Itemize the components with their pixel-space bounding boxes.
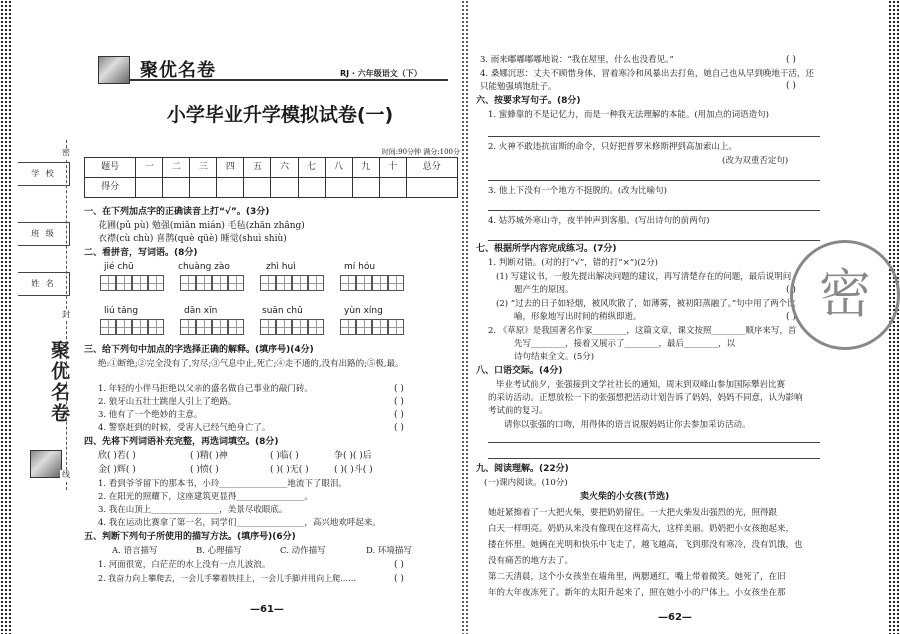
score-head-cell: 四 xyxy=(217,158,244,178)
s3-q3: 3. 他有了一个绝妙的主意。 xyxy=(98,410,203,420)
seal-char: 密 xyxy=(818,264,871,325)
score-head-cell: 三 xyxy=(190,158,217,178)
s8-p4: 请你以张强的口吻，用得体的语言说服妈妈让你去参加采访活动。 xyxy=(504,420,751,430)
answer-paren[interactable]: ( ) xyxy=(786,285,796,295)
answer-paren[interactable]: ( ) xyxy=(786,55,796,65)
answer-paren[interactable]: ( ) xyxy=(786,81,796,91)
vertical-brand: 聚优名卷 xyxy=(48,340,70,424)
pinyin-label: suān chǔ xyxy=(262,306,303,316)
score-head-cell: 九 xyxy=(352,158,379,178)
score-cell[interactable] xyxy=(379,178,406,198)
score-cell[interactable] xyxy=(163,178,190,198)
page-number-right: —62— xyxy=(658,612,692,623)
time-info: 时间:90分钟 满分:100分 xyxy=(381,148,460,156)
s4-blank[interactable]: 争( )( )后 xyxy=(334,451,372,461)
confidential-seal-icon xyxy=(790,240,900,350)
char-box-group[interactable] xyxy=(340,275,404,291)
char-box-group[interactable] xyxy=(100,319,164,335)
s5-option-b: B. 心理描写 xyxy=(196,546,242,556)
school-field[interactable] xyxy=(18,162,70,186)
pinyin-label: yùn xíng xyxy=(344,306,383,316)
s8-p1: 毕业考试前夕，张强接到文学社社长的通知，周末到双峰山参加国际攀岩比赛 xyxy=(496,380,786,390)
score-head-cell: 二 xyxy=(163,158,190,178)
paper-title: 小学毕业升学模拟试卷(一) xyxy=(166,104,394,126)
s4-q1: 1. 看到爷爷留下的那本书，小玲________________地流下了眼泪。 xyxy=(98,479,347,489)
score-head-cell: 总分 xyxy=(406,158,457,178)
score-head-cell: 五 xyxy=(244,158,271,178)
pinyin-label: liú tǎng xyxy=(104,306,139,316)
s7-j2a: (2) “过去的日子如轻烟，被风吹散了，如薄雾，被初阳蒸融了。”句中用了两个比 xyxy=(496,299,796,309)
s7-j1b: 题产生的原因。 xyxy=(514,285,574,295)
passage-line: 白天一样明亮。奶奶从来没有像现在这样高大，这样美丽。奶奶把小女孩抱起来， xyxy=(488,524,795,534)
s7-j2b: 喻，形象地写出时间的稍纵即逝。 xyxy=(514,312,642,322)
s7-sub: 1. 判断对错。(对的打“√”，错的打“×”)(2分) xyxy=(488,258,658,268)
s4-q4: 4. 我在运动比赛拿了第一名，同学们________________，高兴地欢呼起来。 xyxy=(98,518,381,528)
s6-q3: 3. 他上下没有一个地方不挺脱的。(改为比喻句) xyxy=(488,186,667,196)
name-field[interactable] xyxy=(18,272,70,296)
score-cell[interactable] xyxy=(190,178,217,198)
score-head-row xyxy=(85,158,458,178)
score-cell[interactable] xyxy=(244,178,271,198)
s8-p3: 考试前的复习。 xyxy=(488,406,548,416)
section-7-title: 七、根据所学内容完成练习。(7分) xyxy=(476,244,617,254)
score-cell[interactable] xyxy=(325,178,352,198)
seal-char-xian: 线 xyxy=(62,470,70,479)
left-dot-border xyxy=(0,0,12,634)
score-table xyxy=(84,157,458,198)
answer-line[interactable] xyxy=(488,136,820,137)
passage-line: 第二天清晨，这个小女孩坐在墙角里，两腮通红，嘴上带着微笑。她死了，在旧 xyxy=(488,572,786,582)
answer-paren[interactable]: ( ) xyxy=(394,560,404,570)
score-head-cell: 七 xyxy=(298,158,325,178)
score-cell[interactable] xyxy=(406,178,457,198)
passage-line: 年的大年夜冻死了。新年的太阳升起来了，照在她小小的尸体上。小女孩坐在那 xyxy=(488,588,786,598)
pinyin-label: chuàng zào xyxy=(178,262,230,272)
s7-q2c: 诗句结束全文。(5分) xyxy=(514,352,595,362)
pinyin-label: jié chū xyxy=(104,262,134,272)
answer-line[interactable] xyxy=(488,180,820,181)
answer-line[interactable] xyxy=(488,240,820,241)
s6-q4: 4. 姑苏城外寒山寺，夜半钟声到客船。(写出诗句的前两句) xyxy=(488,216,710,226)
cube-logo-icon xyxy=(30,450,62,478)
section-8-title: 八、口语交际。(4分) xyxy=(476,366,563,376)
s5-option-a: A. 语言描写 xyxy=(112,546,158,556)
s1-line-2: 衣襟(cù chù) 喜鹊(què qüè) 睡觉(shuì shiù) xyxy=(98,234,287,244)
s3-q1: 1. 年轻的小伴马拒绝以父亲的盛名做自己事业的敲门砖。 xyxy=(98,384,313,394)
r-q3: 3. 雨来嘟嘟嘟嘟地说：“我在屋里，什么也没看见。” xyxy=(480,55,674,65)
answer-paren[interactable]: ( ) xyxy=(786,312,796,322)
s3-options: 绝:①断绝;②完全没有了,穷尽;③气息中止,死亡;④走不通的,没有出路的;⑤极,最。 xyxy=(98,359,404,369)
char-box-group[interactable] xyxy=(340,319,404,335)
char-box-group[interactable] xyxy=(180,319,244,335)
s4-blank[interactable]: ( )愤( ) xyxy=(190,465,219,475)
s5-q2: 2. 我奋力向上攀爬去，一会儿手攀着铁挂上，一会儿手脚并用向上爬…… xyxy=(98,574,357,583)
answer-line[interactable] xyxy=(488,442,820,443)
pinyin-label: zhì huì xyxy=(266,262,296,272)
s3-q4: 4. 警察赶到的时候，受害人已经气绝身亡了。 xyxy=(98,423,271,433)
passage-line: 没有痛苦的地方去了。 xyxy=(488,556,574,566)
answer-paren[interactable]: ( ) xyxy=(394,410,404,420)
s7-q2b: 先写________，接着又展示了________，最后________，以 xyxy=(514,339,736,349)
section-9-title: 九、阅读理解。(22分) xyxy=(476,464,569,474)
score-cell[interactable] xyxy=(271,178,298,198)
r-q4: 4. 桑娜沉思：丈夫不顾惜身体，冒着寒冷和风暴出去打鱼，她自己也从早到晚地干活，还只能勉强填饱肚子。 xyxy=(480,69,814,92)
brand-title: 聚优名卷 xyxy=(140,60,216,81)
seal-char-mi: 密 xyxy=(62,148,70,157)
class-field[interactable] xyxy=(18,222,70,246)
s5-option-d: D. 环境描写 xyxy=(366,546,412,556)
s6-q2-note: (改为双重否定句) xyxy=(722,156,789,166)
pinyin-label: mí hóu xyxy=(344,262,376,272)
score-head-cell: 题号 xyxy=(85,158,136,178)
section-3-title: 三、给下列句中加点的字选择正确的解释。(填序号)(4分) xyxy=(84,345,314,355)
section-6-title: 六、按要求写句子。(8分) xyxy=(476,96,581,106)
class-label: 班 级 xyxy=(31,229,56,239)
score-head-cell: 一 xyxy=(136,158,163,178)
page-number-left: —61— xyxy=(250,604,284,615)
school-label: 学 校 xyxy=(31,169,56,179)
answer-paren[interactable]: ( ) xyxy=(394,574,404,584)
answer-line[interactable] xyxy=(488,458,820,459)
passage-title: 卖火柴的小女孩(节选) xyxy=(580,492,670,502)
s4-blank[interactable]: ( )( )斗( ) xyxy=(334,465,373,475)
s6-q1: 1. 蜜蜂靠的不是记忆力，而是一种我无法理解的本能。(用加点的词语造句) xyxy=(488,110,769,120)
s5-option-c: C. 动作描写 xyxy=(280,546,326,556)
s8-p2: 的采访活动。正想放松一下的张强想把活动计划告诉了妈妈，妈妈不同意，认为影响 xyxy=(488,393,803,403)
seal-char-feng: 封 xyxy=(62,310,70,319)
answer-paren[interactable]: ( ) xyxy=(394,397,404,407)
edition-label: RJ · 六年级语文（下） xyxy=(340,69,422,78)
score-cell[interactable] xyxy=(136,178,163,198)
s1-line-1: 花圃(pǔ pù) 勉强(miǎn mián) 毛毡(zhān zhǎng) xyxy=(98,221,305,231)
answer-paren[interactable]: ( ) xyxy=(394,423,404,433)
s4-blank[interactable]: ( )临( ) xyxy=(270,451,299,461)
section-2-title: 二、看拼音，写词语。(8分) xyxy=(84,248,198,258)
char-box-group[interactable] xyxy=(260,275,324,291)
answer-line[interactable] xyxy=(488,210,820,211)
score-head-cell: 六 xyxy=(271,158,298,178)
s3-q2: 2. 狼牙山五壮士跳崖人引上了绝路。 xyxy=(98,397,237,407)
score-head-cell: 十 xyxy=(379,158,406,178)
section-1-title: 一、在下列加点字的正确读音上打“√”。(3分) xyxy=(84,207,270,217)
s4-blank[interactable]: ( )精( )神 xyxy=(190,451,228,461)
score-cell[interactable] xyxy=(298,178,325,198)
char-box-group[interactable] xyxy=(260,319,324,335)
score-cell[interactable] xyxy=(217,178,244,198)
s4-blank[interactable]: ( )( )无( ) xyxy=(270,465,309,475)
center-dot-divider xyxy=(461,0,469,634)
s4-q3: 3. 我在山顶上________________，美景尽收眼底。 xyxy=(98,505,288,515)
score-cell[interactable] xyxy=(352,178,379,198)
char-box-group[interactable] xyxy=(100,275,164,291)
char-box-group[interactable] xyxy=(180,275,244,291)
s5-q1: 1. 河面很宽，白茫茫的水上没有一点儿波浪。 xyxy=(98,560,271,570)
s9-sub: (一)课内阅读。(10分) xyxy=(484,478,568,488)
s6-q2: 2. 火神不敢违抗宙斯的命令，只好把普罗米修斯押到高加索山上。 xyxy=(488,142,737,152)
score-row-label: 得分 xyxy=(85,178,136,198)
score-row xyxy=(85,178,458,198)
section-4-title: 四、先将下列词语补充完整，再选词填空。(8分) xyxy=(84,437,279,447)
s7-q2a: 2. 《草原》是我国著名作家________，这篇文章，课文按照________顺序来写，首 xyxy=(488,326,797,336)
cube-logo-icon xyxy=(98,56,130,84)
s4-q2: 2. 在阳光的照耀下，这座建筑更显得________________。 xyxy=(98,492,313,502)
passage-line: 搂在怀里。她俩在光明和快乐中飞走了，越飞越高，飞到那没有寒冷，没有饥饿，也 xyxy=(488,540,803,550)
s4-blank[interactable]: 金( )辉( ) xyxy=(98,465,136,475)
score-head-cell: 八 xyxy=(325,158,352,178)
s4-blank[interactable]: 欣( )若( ) xyxy=(98,451,136,461)
passage-line: 她赶紧擦着了一大把火柴，要把奶奶留住。一大把火柴发出强烈的光，照得跟 xyxy=(488,508,778,518)
pinyin-label: dān xīn xyxy=(184,306,218,316)
section-5-title: 五、判断下列句子所使用的描写方法。(填序号)(6分) xyxy=(84,532,296,542)
answer-paren[interactable]: ( ) xyxy=(394,384,404,394)
name-label: 姓 名 xyxy=(31,279,56,289)
s7-j1a: (1) 写建议书，一般先提出解决问题的建议，再写清楚存在的问题，最后说明问 xyxy=(496,272,792,282)
